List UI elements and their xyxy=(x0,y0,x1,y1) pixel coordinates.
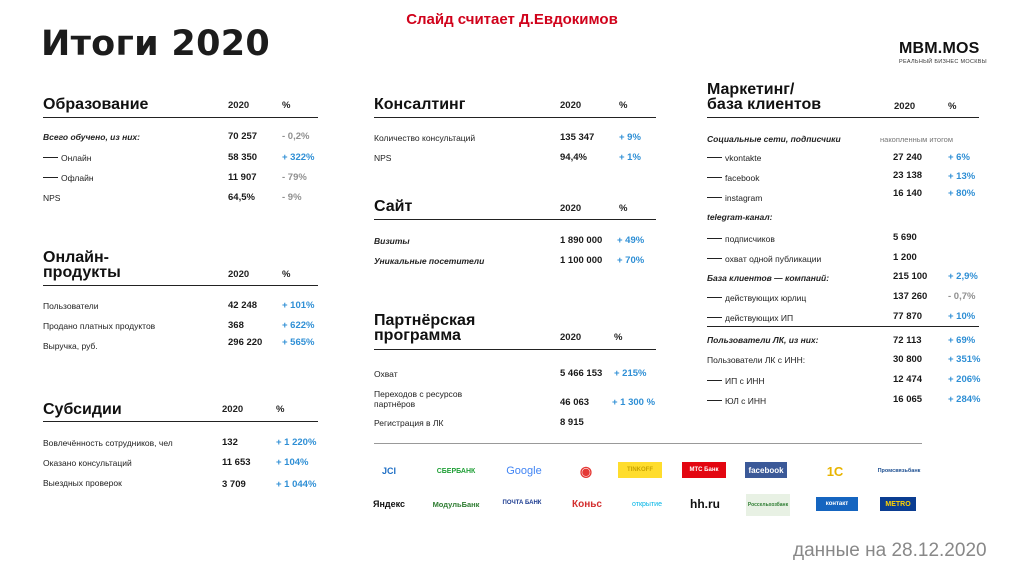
subsidies-pct-header: % xyxy=(276,404,285,415)
divider xyxy=(707,326,979,327)
divider xyxy=(707,117,979,118)
partner-logo-pizza: ◉ xyxy=(579,462,593,479)
divider xyxy=(374,443,922,444)
partner-title-line1: Партнёрская xyxy=(374,312,476,329)
partner-label-line2: партнёров xyxy=(374,399,416,409)
education-label-text: Офлайн xyxy=(61,173,94,183)
online-year-header: 2020 xyxy=(228,269,250,280)
divider xyxy=(43,117,318,118)
dash-bullet xyxy=(707,238,722,239)
subsidies-change: + 1 044% xyxy=(276,479,317,490)
brand-logo xyxy=(899,40,987,65)
inn-row-label-text: ИП с ИНН xyxy=(725,376,765,386)
partner-label: Охват xyxy=(374,369,398,379)
site-title: Сайт xyxy=(374,198,413,215)
partner-year-header: 2020 xyxy=(560,332,582,343)
clients-value: 137 260 xyxy=(893,291,928,302)
inn-row-label xyxy=(707,396,766,406)
social-header: Социальные сети, подписчики xyxy=(707,134,841,144)
clients-change: + 10% xyxy=(948,311,976,322)
clients-value: 215 100 xyxy=(893,271,928,282)
partner-change: + 215% xyxy=(614,368,647,379)
site-label: Визиты xyxy=(374,236,410,246)
clients-value: 77 870 xyxy=(893,311,923,322)
online-title-line1: Онлайн- xyxy=(43,249,109,266)
consulting-title: Консалтинг xyxy=(374,96,466,113)
subsidies-year-header: 2020 xyxy=(222,404,244,415)
cumulative-note: накопленным итогом xyxy=(880,135,953,144)
online-label: Продано платных продуктов xyxy=(43,321,156,331)
site-value: 1 100 000 xyxy=(560,255,603,266)
dash-bullet xyxy=(707,380,722,381)
social-label-text: vkontakte xyxy=(725,153,762,163)
subsidies-value: 11 653 xyxy=(222,457,251,468)
dash-bullet xyxy=(707,317,722,318)
education-change: - 0,2% xyxy=(282,131,310,142)
social-change: + 6% xyxy=(948,152,970,163)
dash-bullet xyxy=(43,157,58,158)
inn-row-change: + 284% xyxy=(948,394,981,405)
clients-label-text: действующих юрлиц xyxy=(725,293,807,303)
online-label: Пользователи xyxy=(43,301,99,311)
partner-logo-otkritie: открытие xyxy=(632,500,662,508)
partner-program-title xyxy=(374,313,475,343)
marketing-year-header: 2020 xyxy=(894,101,916,112)
inn-value: 30 800 xyxy=(893,354,923,365)
education-label xyxy=(43,153,91,163)
partner-label: Регистрация в ЛК xyxy=(374,418,444,428)
dash-bullet xyxy=(43,177,58,178)
dash-bullet xyxy=(707,177,722,178)
telegram-label xyxy=(707,234,775,244)
subsidies-label: Выездных проверок xyxy=(43,478,122,488)
clients-label-text: действующих ИП xyxy=(725,313,794,323)
telegram-label-text: подписчиков xyxy=(725,234,775,244)
partner-logo-metro: METRO xyxy=(880,497,916,511)
telegram-label-text: охват одной публикации xyxy=(725,254,822,264)
slide-author-note: Слайд считает Д.Евдокимов xyxy=(406,11,618,28)
inn-row-label-text: ЮЛ с ИНН xyxy=(725,396,767,406)
site-change: + 70% xyxy=(617,255,645,266)
partner-logo-mts-bank: МТС Банк xyxy=(682,462,726,478)
inn-row-value: 16 065 xyxy=(893,394,923,405)
partner-label xyxy=(374,389,462,409)
telegram-value: 5 690 xyxy=(893,232,917,243)
social-value: 23 138 xyxy=(893,170,923,181)
marketing-title-line2: база клиентов xyxy=(707,96,822,113)
consulting-change: + 9% xyxy=(619,132,641,143)
inn-row-label xyxy=(707,376,765,386)
social-value: 27 240 xyxy=(893,152,923,163)
partner-title-line2: программа xyxy=(374,327,461,344)
consulting-value: 135 347 xyxy=(560,132,595,143)
education-title: Образование xyxy=(43,96,149,113)
clients-label xyxy=(707,313,793,323)
education-change: - 79% xyxy=(282,172,307,183)
partner-logo-tinkoff: TINKOFF xyxy=(618,462,662,478)
online-pct-header: % xyxy=(282,269,291,280)
inn-label: Пользователи ЛК с ИНН: xyxy=(707,355,806,365)
site-label: Уникальные посетители xyxy=(374,256,485,266)
site-pct-header: % xyxy=(619,203,628,214)
divider xyxy=(43,421,318,422)
social-label xyxy=(707,193,762,203)
online-change: + 101% xyxy=(282,300,315,311)
online-value: 296 220 xyxy=(228,337,263,348)
dash-bullet xyxy=(707,258,722,259)
partner-value: 8 915 xyxy=(560,417,584,428)
partner-logo-yandex: Яндекс xyxy=(372,499,405,509)
education-label xyxy=(43,173,94,183)
partner-change: + 1 300 % xyxy=(612,397,656,408)
partner-logo-rosselkhozbank: Россельхозбанк xyxy=(746,494,790,516)
subsidies-value: 132 xyxy=(222,437,238,448)
partner-value: 46 063 xyxy=(560,397,590,408)
online-change: + 565% xyxy=(282,337,315,348)
online-products-title xyxy=(43,250,121,280)
site-change: + 49% xyxy=(617,235,645,246)
partner-logos xyxy=(364,460,930,520)
partner-logo-hh: hh.ru xyxy=(690,497,720,511)
divider xyxy=(374,349,656,350)
telegram-label xyxy=(707,254,821,264)
inn-row-value: 12 474 xyxy=(893,374,923,385)
clients-header: База клиентов — компаний: xyxy=(707,273,830,283)
education-change: - 9% xyxy=(282,192,302,203)
online-change: + 622% xyxy=(282,320,315,331)
clients-change: + 2,9% xyxy=(948,271,978,282)
subsidies-change: + 104% xyxy=(276,457,309,468)
social-change: + 80% xyxy=(948,188,976,199)
inn-row-change: + 206% xyxy=(948,374,981,385)
partner-logo-promsvyazbank: Промсвязьбанк xyxy=(877,468,921,474)
partner-logo-google: Google xyxy=(506,465,542,477)
social-value: 16 140 xyxy=(893,188,923,199)
dash-bullet xyxy=(707,400,722,401)
social-change: + 13% xyxy=(948,171,976,182)
consulting-change: + 1% xyxy=(619,152,641,163)
partner-logo-kontakt: контакт xyxy=(816,497,858,511)
lk-value: 72 113 xyxy=(893,335,922,346)
social-label xyxy=(707,173,760,183)
partner-logo-jci: JCI xyxy=(381,466,396,476)
consulting-year-header: 2020 xyxy=(560,100,582,111)
education-value: 58 350 xyxy=(228,152,258,163)
clients-label xyxy=(707,293,806,303)
social-label-text: instagram xyxy=(725,193,763,203)
education-change: + 322% xyxy=(282,152,315,163)
partner-logo-facebook: facebook xyxy=(745,462,787,478)
partner-value: 5 466 153 xyxy=(560,368,603,379)
online-value: 42 248 xyxy=(228,300,258,311)
education-label-text: Онлайн xyxy=(61,153,92,163)
consulting-label: Количество консультаций xyxy=(374,133,476,143)
partner-logo-pochta-bank: ПОЧТА БАНК xyxy=(502,500,542,506)
consulting-value: 94,4% xyxy=(560,152,587,163)
dash-bullet xyxy=(707,197,722,198)
divider xyxy=(374,219,656,220)
site-year-header: 2020 xyxy=(560,203,582,214)
subsidies-label: Оказано консультаций xyxy=(43,458,132,468)
inn-change: + 351% xyxy=(948,354,981,365)
marketing-title-line1: Маркетинг/ xyxy=(707,81,795,98)
partner-label-line1: Переходов с ресурсов xyxy=(374,389,463,399)
site-value: 1 890 000 xyxy=(560,235,603,246)
education-label: Всего обучено, из них: xyxy=(43,132,140,142)
education-pct-header: % xyxy=(282,100,291,111)
education-value: 70 257 xyxy=(228,131,258,142)
online-label: Выручка, руб. xyxy=(43,341,98,351)
data-date-footer: данные на 28.12.2020 xyxy=(793,540,987,561)
brand-name: MBM.MOS xyxy=(899,40,980,57)
brand-tagline: РЕАЛЬНЫЙ БИЗНЕС МОСКВЫ xyxy=(899,59,987,65)
education-value: 11 907 xyxy=(228,172,257,183)
divider xyxy=(374,117,656,118)
education-year-header: 2020 xyxy=(228,100,250,111)
subsidies-value: 3 709 xyxy=(222,479,246,490)
consulting-pct-header: % xyxy=(619,100,628,111)
partner-pct-header: % xyxy=(614,332,623,343)
partner-logo-modulbank: МодульБанк xyxy=(432,499,480,509)
marketing-title xyxy=(707,82,821,112)
subsidies-label: Вовлечённость сотрудников, чел xyxy=(43,438,173,448)
online-title-line2: продукты xyxy=(43,264,121,281)
dash-bullet xyxy=(707,157,722,158)
lk-change: + 69% xyxy=(948,335,976,346)
partner-logo-kons: Коньс xyxy=(572,498,602,510)
subsidies-title: Субсидии xyxy=(43,401,122,418)
dash-bullet xyxy=(707,297,722,298)
education-value: 64,5% xyxy=(228,192,255,203)
online-value: 368 xyxy=(228,320,244,331)
social-label xyxy=(707,153,761,163)
consulting-label: NPS xyxy=(374,153,392,163)
divider xyxy=(43,285,318,286)
clients-change: - 0,7% xyxy=(948,291,976,302)
partner-logo-1c: 1С xyxy=(826,463,844,479)
partner-logo-sberbank: СБЕРБАНК xyxy=(436,467,476,475)
lk-header: Пользователи ЛК, из них: xyxy=(707,335,819,345)
page-title: Итоги 2020 xyxy=(41,24,271,64)
social-label-text: facebook xyxy=(725,173,760,183)
marketing-pct-header: % xyxy=(948,101,957,112)
telegram-header: telegram-канал: xyxy=(707,212,773,222)
education-label: NPS xyxy=(43,193,61,203)
subsidies-change: + 1 220% xyxy=(276,437,317,448)
telegram-value: 1 200 xyxy=(893,252,917,263)
